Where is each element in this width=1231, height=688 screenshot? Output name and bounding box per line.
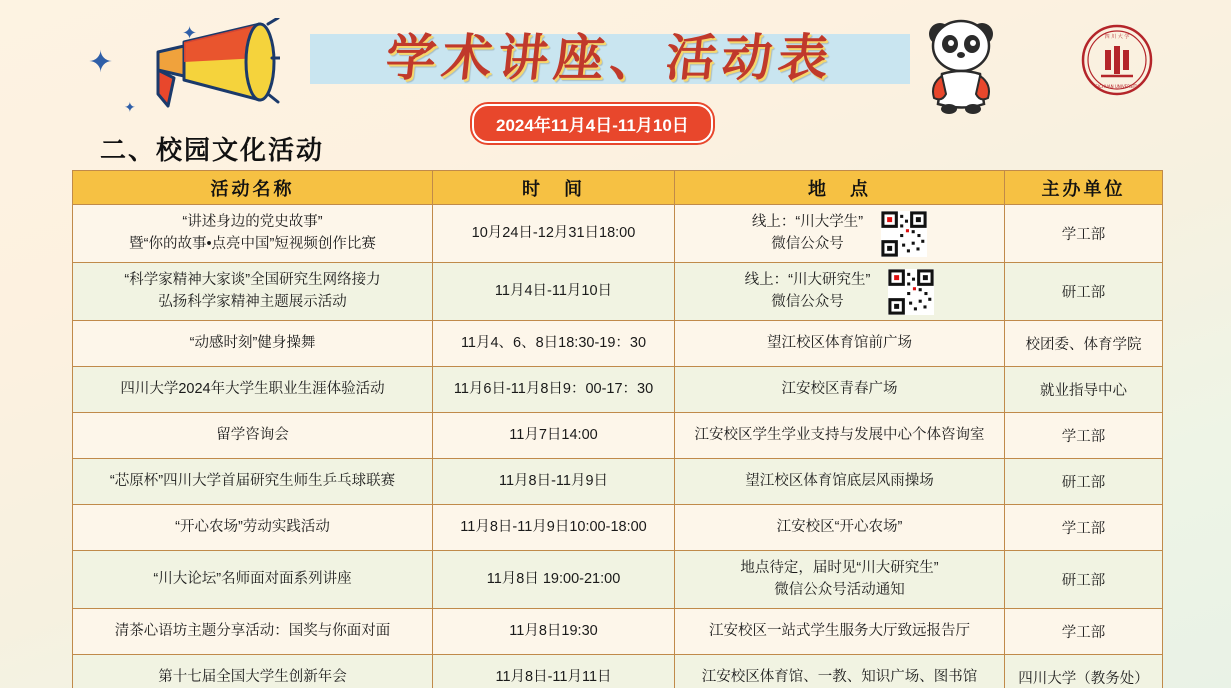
sparkle-icon: ✦ — [182, 23, 198, 43]
activity-time-cell — [433, 321, 675, 367]
panda-icon — [918, 14, 1010, 114]
university-logo-icon — [1081, 24, 1153, 96]
activity-name-cell — [73, 321, 433, 367]
activity-location: 江安校区青春广场 — [781, 380, 898, 397]
activity-location-cell — [675, 505, 1005, 551]
activity-name: 第十七届全国大学生创新年会 — [158, 668, 347, 685]
activity-location: 望江校区体育馆前广场 — [767, 334, 912, 351]
table-row — [73, 321, 1163, 367]
activity-name: 清茶心语坊主题分享活动：国奖与你面对面 — [114, 622, 391, 639]
sparkle-icon: ✦ — [88, 46, 114, 79]
activity-name: “开心农场”劳动实践活动 — [175, 518, 330, 535]
col-header-org: 主办单位 — [1005, 171, 1163, 205]
activity-location-cell — [675, 321, 1005, 367]
activity-location-cell — [675, 413, 1005, 459]
activity-organizer: 四川大学（教务处） — [1018, 671, 1149, 687]
activity-time-cell — [433, 551, 675, 609]
activity-organizer-cell — [1005, 609, 1163, 655]
activity-name: “动感时刻”健身操舞 — [189, 334, 316, 351]
activity-organizer-cell — [1005, 413, 1163, 459]
activity-organizer-cell — [1005, 551, 1163, 609]
activity-location-cell — [675, 263, 1005, 321]
activity-location-cell — [675, 205, 1005, 263]
page-title: 学术讲座、活动表 — [382, 28, 838, 87]
activity-time-cell — [433, 263, 675, 321]
activity-organizer: 学工部 — [1061, 521, 1106, 537]
activity-organizer: 研工部 — [1061, 475, 1106, 491]
activity-time: 11月7日14:00 — [509, 426, 598, 443]
activity-name-cell — [73, 459, 433, 505]
sparkle-icon: ✦ — [124, 99, 136, 115]
activity-time-cell — [433, 367, 675, 413]
activity-name: “芯原杯”四川大学首届研究生师生乒乓球联赛 — [109, 472, 396, 489]
activity-organizer-cell — [1005, 263, 1163, 321]
svg-text:SICHUAN UNIVERSITY: SICHUAN UNIVERSITY — [1095, 84, 1139, 89]
location-with-qr — [681, 211, 998, 257]
activity-table-wrapper — [72, 170, 1162, 688]
svg-text:四 川 大 学: 四 川 大 学 — [1104, 34, 1130, 40]
activity-time-cell — [433, 205, 675, 263]
activity-name: 四川大学2024年大学生职业生涯体验活动 — [120, 380, 385, 397]
megaphone-icon — [150, 18, 280, 110]
activity-name-cell — [73, 367, 433, 413]
activity-location-cell — [675, 655, 1005, 688]
table-row — [73, 367, 1163, 413]
table-row — [73, 505, 1163, 551]
activity-location: 线上：“川大研究生” 微信公众号 — [744, 272, 871, 310]
activity-organizer: 学工部 — [1061, 429, 1106, 445]
activity-location: 线上：“川大学生” 微信公众号 — [751, 214, 864, 252]
activity-organizer: 校团委、体育学院 — [1025, 337, 1142, 353]
activity-organizer: 研工部 — [1061, 573, 1106, 589]
activity-location-cell — [675, 367, 1005, 413]
activity-time-cell — [433, 505, 675, 551]
activity-name-cell — [73, 505, 433, 551]
qr-code-icon[interactable] — [888, 269, 934, 315]
activity-time-cell — [433, 655, 675, 688]
activity-time: 11月8日19:30 — [509, 622, 598, 639]
activity-location: 望江校区体育馆底层风雨操场 — [745, 472, 934, 489]
date-range-badge: 2024年11月4日-11月10日 — [472, 104, 713, 143]
table-row — [73, 655, 1163, 688]
activity-location: 江安校区体育馆、一教、知识广场、图书馆 — [701, 668, 978, 685]
activity-time-cell — [433, 609, 675, 655]
activity-time: 11月6日-11月8日9：00-17：30 — [453, 380, 654, 397]
activity-time: 11月8日-11月9日 — [498, 472, 609, 489]
table-row — [73, 609, 1163, 655]
activity-location-cell — [675, 609, 1005, 655]
table-row — [73, 205, 1163, 263]
activity-location: 地点待定，届时见“川大研究生” 微信公众号活动通知 — [740, 560, 939, 598]
activity-time: 11月4日-11月10日 — [494, 282, 613, 299]
activity-table — [72, 170, 1163, 688]
activity-time: 11月4、6、8日18:30-19：30 — [460, 334, 647, 351]
activity-organizer-cell — [1005, 367, 1163, 413]
activity-name-cell — [73, 263, 433, 321]
table-row — [73, 551, 1163, 609]
activity-name-cell — [73, 551, 433, 609]
activity-name-cell — [73, 655, 433, 688]
activity-location-cell — [675, 459, 1005, 505]
qr-code-icon[interactable] — [881, 211, 927, 257]
location-with-qr — [681, 269, 998, 315]
activity-location: 江安校区“开心农场” — [776, 518, 903, 535]
col-header-name: 活动名称 — [73, 171, 433, 205]
activity-time-cell — [433, 459, 675, 505]
table-row — [73, 459, 1163, 505]
activity-organizer-cell — [1005, 655, 1163, 688]
activity-name-cell — [73, 205, 433, 263]
activity-time: 11月8日-11月9日10:00-18:00 — [460, 518, 647, 535]
activity-organizer-cell — [1005, 321, 1163, 367]
activity-organizer-cell — [1005, 205, 1163, 263]
activity-location-cell — [675, 551, 1005, 609]
activity-organizer-cell — [1005, 505, 1163, 551]
activity-name: 留学咨询会 — [216, 426, 289, 443]
activity-name: “科学家精神大家谈”全国研究生网络接力 弘扬科学家精神主题展示活动 — [124, 272, 381, 310]
section-heading: 二、校园文化活动 — [100, 136, 325, 166]
title-block — [310, 26, 910, 92]
activity-location: 江安校区学生学业支持与发展中心个体咨询室 — [694, 426, 985, 443]
activity-time: 11月8日-11月11日 — [495, 668, 612, 685]
col-header-place: 地 点 — [675, 171, 1005, 205]
activity-organizer: 学工部 — [1061, 625, 1106, 641]
activity-time-cell — [433, 413, 675, 459]
activity-name-cell — [73, 413, 433, 459]
activity-organizer-cell — [1005, 459, 1163, 505]
activity-name: “讲述身边的党史故事” 暨“你的故事•点亮中国”短视频创作比赛 — [129, 214, 376, 252]
activity-name: “川大论坛”名师面对面系列讲座 — [153, 570, 352, 587]
table-row — [73, 413, 1163, 459]
table-body — [73, 205, 1163, 688]
table-row — [73, 263, 1163, 321]
activity-organizer: 就业指导中心 — [1040, 383, 1127, 399]
activity-time: 10月24日-12月31日18:00 — [471, 224, 636, 241]
activity-organizer: 学工部 — [1061, 227, 1106, 243]
activity-organizer: 研工部 — [1061, 285, 1106, 301]
col-header-time: 时 间 — [433, 171, 675, 205]
activity-time: 11月8日 19:00-21:00 — [486, 570, 621, 587]
activity-name-cell — [73, 609, 433, 655]
table-header-row — [73, 171, 1163, 205]
activity-location: 江安校区一站式学生服务大厅致远报告厅 — [709, 622, 970, 639]
